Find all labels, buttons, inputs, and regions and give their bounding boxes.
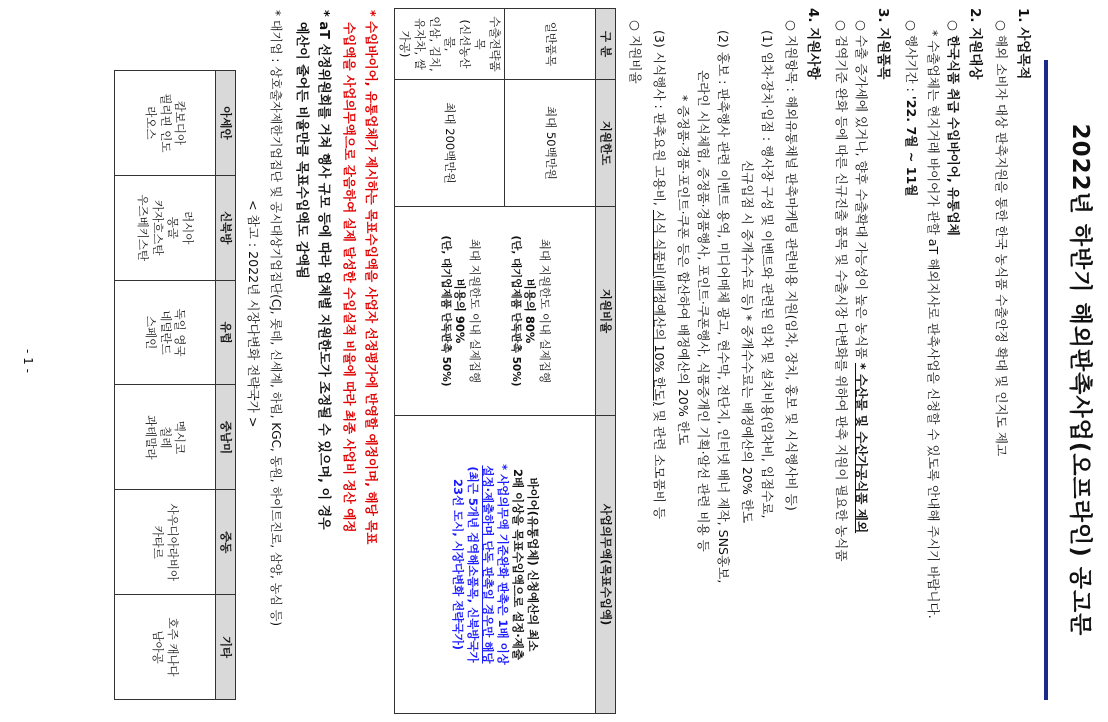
row2-category-c: 인삼, 김치, (428, 16, 443, 72)
row1-category: 일반품목 (505, 9, 596, 80)
country-text: 과테말라 (143, 415, 158, 460)
note-1b: 수입액을 사업의무액으로 갈음하여 실제 달성한 수입실적 비율에 따라 최종 사업비 정산 예정 (342, 22, 357, 533)
period-label: ○ 행사기간 : (904, 20, 919, 96)
support-item-2a: (2) 홍보 : 판촉행사 관련 이벤트 용역, 미디어매체 광고, 현수막, 전단지, 인터넷 배너 제작, SNS홍보, (716, 30, 731, 584)
period-value: '22. 7월 ~ 11월 (904, 95, 919, 197)
ratio-line-c: (단, 대기업제품 단독판촉 50%) (509, 235, 522, 387)
support-item-2b: 온라인 시식체험, 증정품·경품행사, 포인트·쿠폰행사, 식품중개인 기획·알선 관련 비용 등 (696, 70, 711, 552)
support-item-1a: (1) 임차·장치·입점 : 행사장 구성 및 이벤트와 관련된 임차 및 설치비용(임차비, 입점수료, (760, 30, 775, 519)
header-new-north: 신북방 (216, 175, 236, 280)
header-europe: 유럽 (216, 280, 236, 385)
header-others: 기타 (216, 595, 236, 700)
header-duty: 사업의무액(목표수입액) (596, 416, 616, 714)
section-3-heading: 3. 지원품목 (875, 8, 891, 80)
country-text: 우즈베키스탄 (136, 194, 151, 262)
header-ratio: 지원비율 (596, 207, 616, 416)
country-text: 네덜란드 (158, 310, 173, 355)
country-text: 라오스 (143, 106, 158, 140)
support-ratio-label: ○ 지원비율 (628, 20, 643, 84)
support-item-3a: (3) 시식행사 : 판촉요원 고용비, (652, 30, 667, 210)
ratio-cell (395, 207, 596, 416)
section-3-item-1-text: ○ 수출 증가세에 있거나, 향후 수출확대 가능성이 높은 농식품 (854, 20, 869, 363)
country-text: 사우디아라비아 (166, 503, 180, 582)
header-category: 구 분 (596, 9, 616, 80)
support-table (395, 8, 617, 714)
row2-category-a: 수출전략품목 (473, 16, 503, 72)
section-1-heading: 1. 사업목적 (1015, 8, 1031, 80)
row2-category (395, 9, 505, 80)
cell-middle-east (115, 490, 216, 595)
country-text: 호주 캐나다 (166, 617, 180, 677)
duty-cell (395, 416, 596, 714)
country-text: 필리핀 인도 (158, 93, 173, 153)
row2-category-b: (신선농산물, (443, 19, 473, 69)
country-text: 스페인 (143, 315, 158, 350)
section-2-heading: 2. 지원대상 (967, 8, 983, 80)
support-item-2c: * 증정품·경품·포인트·쿠폰 등은 합산하여 배정예산의 20% 한도 (676, 95, 691, 446)
section-2-target: ○ 한국식품 취급 수입바이어, 유통업체 (946, 20, 961, 236)
country-text: 카타르 (151, 525, 166, 559)
country-text: 멕시코 (173, 420, 188, 455)
cell-new-north (115, 175, 216, 280)
support-table-header (596, 9, 616, 714)
page-number: - 1 - (21, 349, 35, 373)
ratio-line-b: 비용의 80% (522, 278, 537, 344)
support-item-1b: 신규입점 시 중개수수료 등) * 중개수수료는 배정예산의 20% 한도 (740, 160, 755, 524)
strategy-table-header (216, 71, 236, 700)
section-2-period (902, 20, 920, 196)
country-text: 칠레 (158, 426, 173, 449)
section-4-items: ○ 지원항목 : 해외유통채널 판촉마케팅 관련비용 지원(임차, 장치, 홍보 및 시식행사비 등) (784, 20, 799, 511)
header-latin-america: 중남미 (216, 385, 236, 490)
section-3-exclusion: * 수산물 및 수산가공식품 제외 (854, 363, 869, 534)
row2-category-d: 유자차, 쌀가공) (398, 18, 428, 70)
support-item-3c: 및 관련 소모품비 등 (652, 405, 667, 520)
header-limit: 지원한도 (596, 80, 616, 207)
strategy-table-caption: < 참고 : 2022년 시장다변화 전략국가 > (246, 200, 261, 428)
country-text: 남아공 (151, 630, 166, 664)
note-2b: 예산이 줄어든 비율만큼 목표수입액도 감액됨 (294, 22, 309, 279)
ratio2-line-a: 최대 지원한도 이내 실제집행 (468, 238, 483, 384)
ratio-line-a: 최대 지원한도 이내 실제집행 (537, 238, 552, 384)
country-text: 러시아 (180, 211, 195, 245)
table-row (505, 9, 596, 714)
header-asean: 아세안 (216, 71, 236, 176)
table-row (115, 71, 216, 700)
country-text: 캄보디아 (173, 100, 188, 146)
section-3-item-2: ○ 검역기준 완화 등에 따른 신규진출 품목 및 수출시장 다변화를 위하여 판촉 지원이 필요한 농식품 (834, 20, 849, 562)
note-1a: * 수입바이어, 유통업체가 제시하는 목표수입액을 사업자 선정평가에 반영할 예정이며, 해당 목표 (364, 10, 379, 545)
row1-limit: 최대 50백만원 (505, 80, 596, 207)
support-item-3 (650, 30, 668, 519)
cell-latin-america (115, 385, 216, 490)
duty-line-f: 23선 도시, 시장다변화 전략국가) (451, 479, 466, 650)
country-text: 몽골 (166, 216, 180, 239)
country-text: 카자흐스탄 (151, 199, 166, 256)
note-3: * 대기업 : 상호출자제한기업집단 및 공시대상기업집단(CJ, 롯데, 신세계, 하림, KGC, 동원, 하이트진로, 삼양, 농심 등) (269, 10, 283, 627)
duty-line-d: 설정·제출하며 단독 판촉일 경우만 해당 (481, 465, 496, 664)
row2-limit: 최대 200백만원 (395, 80, 505, 207)
duty-line-c: * 사업의무액 기준완화 판촉은 1배 이상 (496, 464, 511, 665)
section-4-heading: 4. 지원사항 (805, 8, 821, 80)
duty-line-a: 바이어(유통업체) 신청예산의 최소 (526, 477, 541, 652)
cell-others (115, 595, 216, 700)
section-2-note: * 수출업체는 현지거래 바이어가 관할 aT 해외지사로 판촉사업을 신청할 수 있도록 안내해 주시기 바랍니다. (926, 30, 941, 619)
cell-asean (115, 71, 216, 176)
country-text: 독일 영국 (173, 308, 188, 357)
page-title: 2022년 하반기 해외판촉사업(오프라인) 공고문 (1044, 60, 1108, 700)
ratio2-line-b: 비용의 90% (453, 278, 468, 344)
duty-line-e: (최근 5개년 검역해소품목, 신북방국가 (466, 466, 481, 663)
section-1-text: ○ 해외 소비자 대상 판촉지원을 통한 한국 농식품 수출안정 확대 및 인지도 제고 (994, 20, 1009, 457)
header-middle-east: 중동 (216, 490, 236, 595)
note-2a: * aT 선정위원회를 거쳐 행사 규모 등에 따라 업체별 지원한도가 조정될 수 있으며, 이 경우 (316, 10, 331, 530)
cell-europe (115, 280, 216, 385)
support-item-3b: 시식 식품비(배정예산의 10% 한도) (652, 209, 667, 406)
strategy-country-table (114, 70, 236, 700)
ratio2-line-c: (단, 대기업제품 단독판촉 50%) (440, 235, 453, 387)
section-3-item-1 (852, 20, 870, 533)
duty-line-b: 2배 이상을 목표수입액으로 설정·제출 (511, 468, 526, 660)
